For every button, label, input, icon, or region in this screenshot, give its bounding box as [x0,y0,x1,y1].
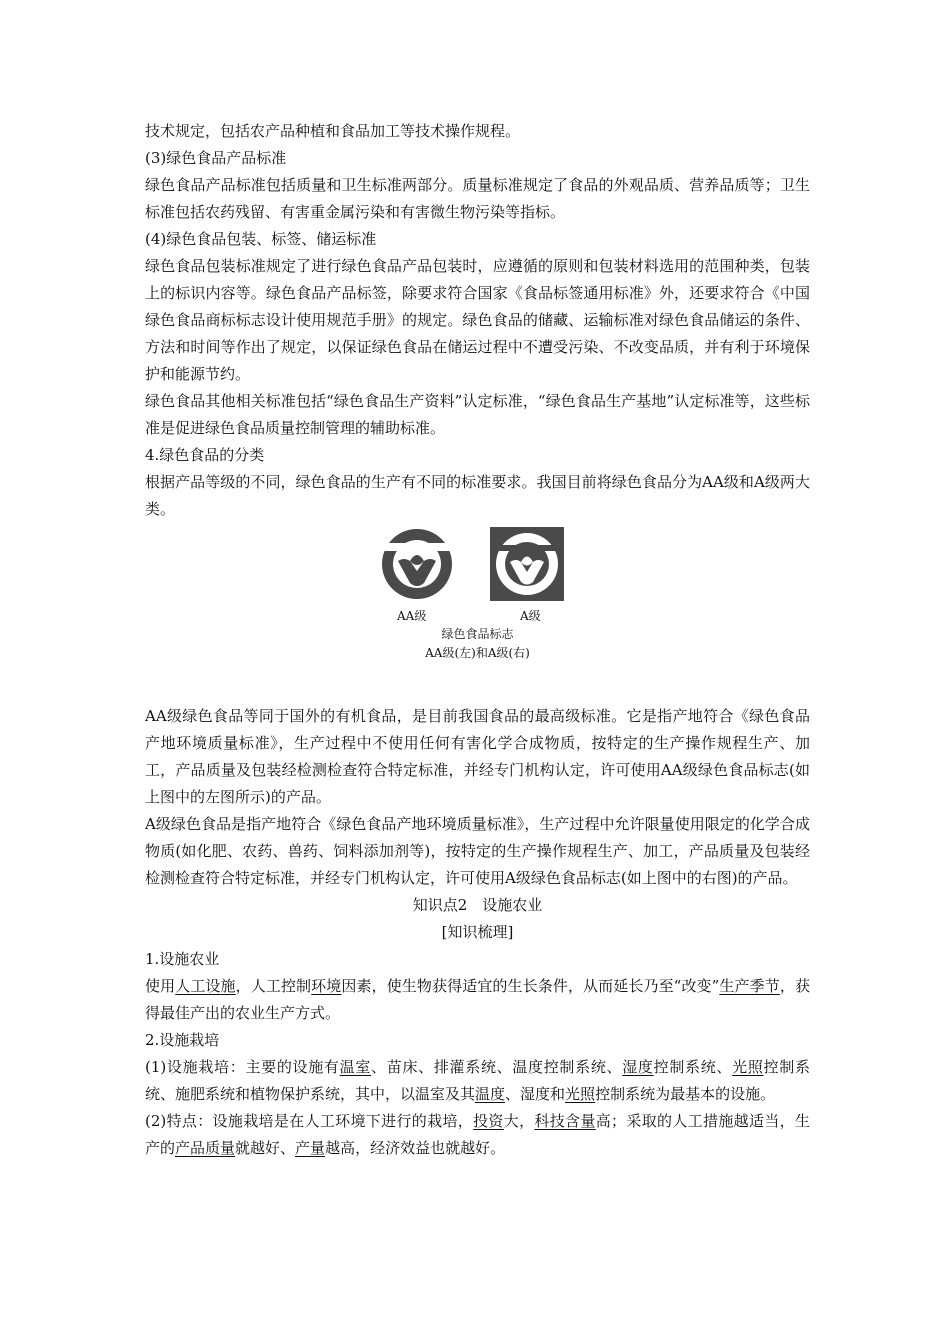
paragraph-product-standard: 绿色食品产品标准包括质量和卫生标准两部分。质量标准规定了食品的外观品质、营养品质等；卫生标准包括农药残留、有害重金属污染和有害微生物污染等指标。 [145,176,810,221]
underlined-term: 环境 [311,977,342,995]
green-food-logo-figure [145,527,810,697]
paragraph-tech-rules: 技术规定，包括农产品种植和食品加工等技术操作规程。 [145,122,521,140]
figure-caption-detail: AA级(左)和A级(右) [425,646,530,660]
underlined-term: 科技含量 [534,1112,596,1130]
document-body [145,118,810,1162]
paragraph-packaging-standard: 绿色食品包装标准规定了进行绿色食品产品包装时，应遵循的原则和包装材料选用的范围种类，包装上的标识内容等。绿色食品产品标签，除要求符合国家《食品标签通用标准》外，还要求符合《中国绿色食品商标标志设计使用规范手册》的规定。绿色食品的储藏、运输标准对绿色食品储运的条件、方法和时间等作出了规定，以保证绿色食品在储运过程中不遭受污染、不改变品质，并有利于环境保护和能源节约。 [145,257,810,383]
underlined-term: 温度 [475,1085,506,1103]
paragraph-classification: 根据产品等级的不同，绿色食品的生产有不同的标准要求。我国目前将绿色食品分为AA级和A级两大类。 [145,473,810,518]
underlined-term: 生产季节 [719,977,780,995]
paragraph-aa-grade: AA级绿色食品等同于国外的有机食品，是目前我国食品的最高级标准。它是指产地符合《绿色食品产地环境质量标准》，生产过程中不使用任何有害化学合成物质，按特定的生产操作规程生产、加工，产品质量及包装经检测检查符合特定标准，并经专门机构认定，许可使用AA级绿色食品标志(如上图中的左图所示)的产品。 [145,707,810,806]
underlined-term: 人工设施 [175,977,236,995]
underlined-term: 产量 [295,1139,326,1157]
underlined-term: 投资 [473,1112,504,1130]
paragraph-other-standards: 绿色食品其他相关标准包括“绿色食品生产资料”认定标准，“绿色食品生产基地”认定标准等，这些标准是促进绿色食品质量控制管理的辅助标准。 [145,392,810,437]
underlined-term: 湿度 [622,1058,654,1076]
green-food-aa-logo-icon [380,527,454,601]
underlined-term: 产品质量 [175,1139,236,1157]
green-food-a-logo-icon [490,527,564,601]
heading-facility-cultivation: 2.设施栽培 [145,1031,220,1049]
paragraph-facility-agriculture: 使用人工设施，人工控制环境因素，使生物获得适宜的生长条件，从而延长乃至“改变”生产季节，获得最佳产出的农业生产方式。 [145,977,810,1022]
paragraph-cultivation-facilities: (1)设施栽培：主要的设施有温室、苗床、排灌系统、温度控制系统、湿度控制系统、光照控制系统、施肥系统和植物保护系统，其中，以温室及其温度、湿度和光照控制系统为最基本的设施。 [145,1058,810,1103]
paragraph-cultivation-features: (2)特点：设施栽培是在人工环境下进行的栽培，投资大，科技含量高；采取的人工措施越适当，生产的产品质量就越好、产量越高，经济效益也就越好。 [145,1112,810,1157]
figure-caption-title: 绿色食品标志 [441,627,514,641]
underlined-term: 光照 [732,1058,764,1076]
paragraph-a-grade: A级绿色食品是指产地符合《绿色食品产地环境质量标准》，生产过程中允许限量使用限定的化学合成物质(如化肥、农药、兽药、饲料添加剂等)，按特定的生产操作规程生产、加工，产品质量及包装经检测检查符合特定标准，并经专门机构认定，许可使用A级绿色食品标志(如上图中的右图)的产品。 [145,815,810,887]
logo-label-a: A级 [520,609,541,623]
heading-classification: 4.绿色食品的分类 [145,446,265,464]
heading-facility-agriculture: 1.设施农业 [145,950,220,968]
logo-label-aa: AA级 [397,609,427,623]
underlined-term: 温室 [339,1058,372,1076]
section-title: 知识点2 设施农业 [412,896,543,914]
heading-packaging-standard: (4)绿色食品包装、标签、储运标准 [145,230,377,248]
underlined-term: 光照 [565,1085,596,1103]
heading-product-standard: (3)绿色食品产品标准 [145,149,287,167]
section-subtitle: [知识梳理] [441,923,514,941]
